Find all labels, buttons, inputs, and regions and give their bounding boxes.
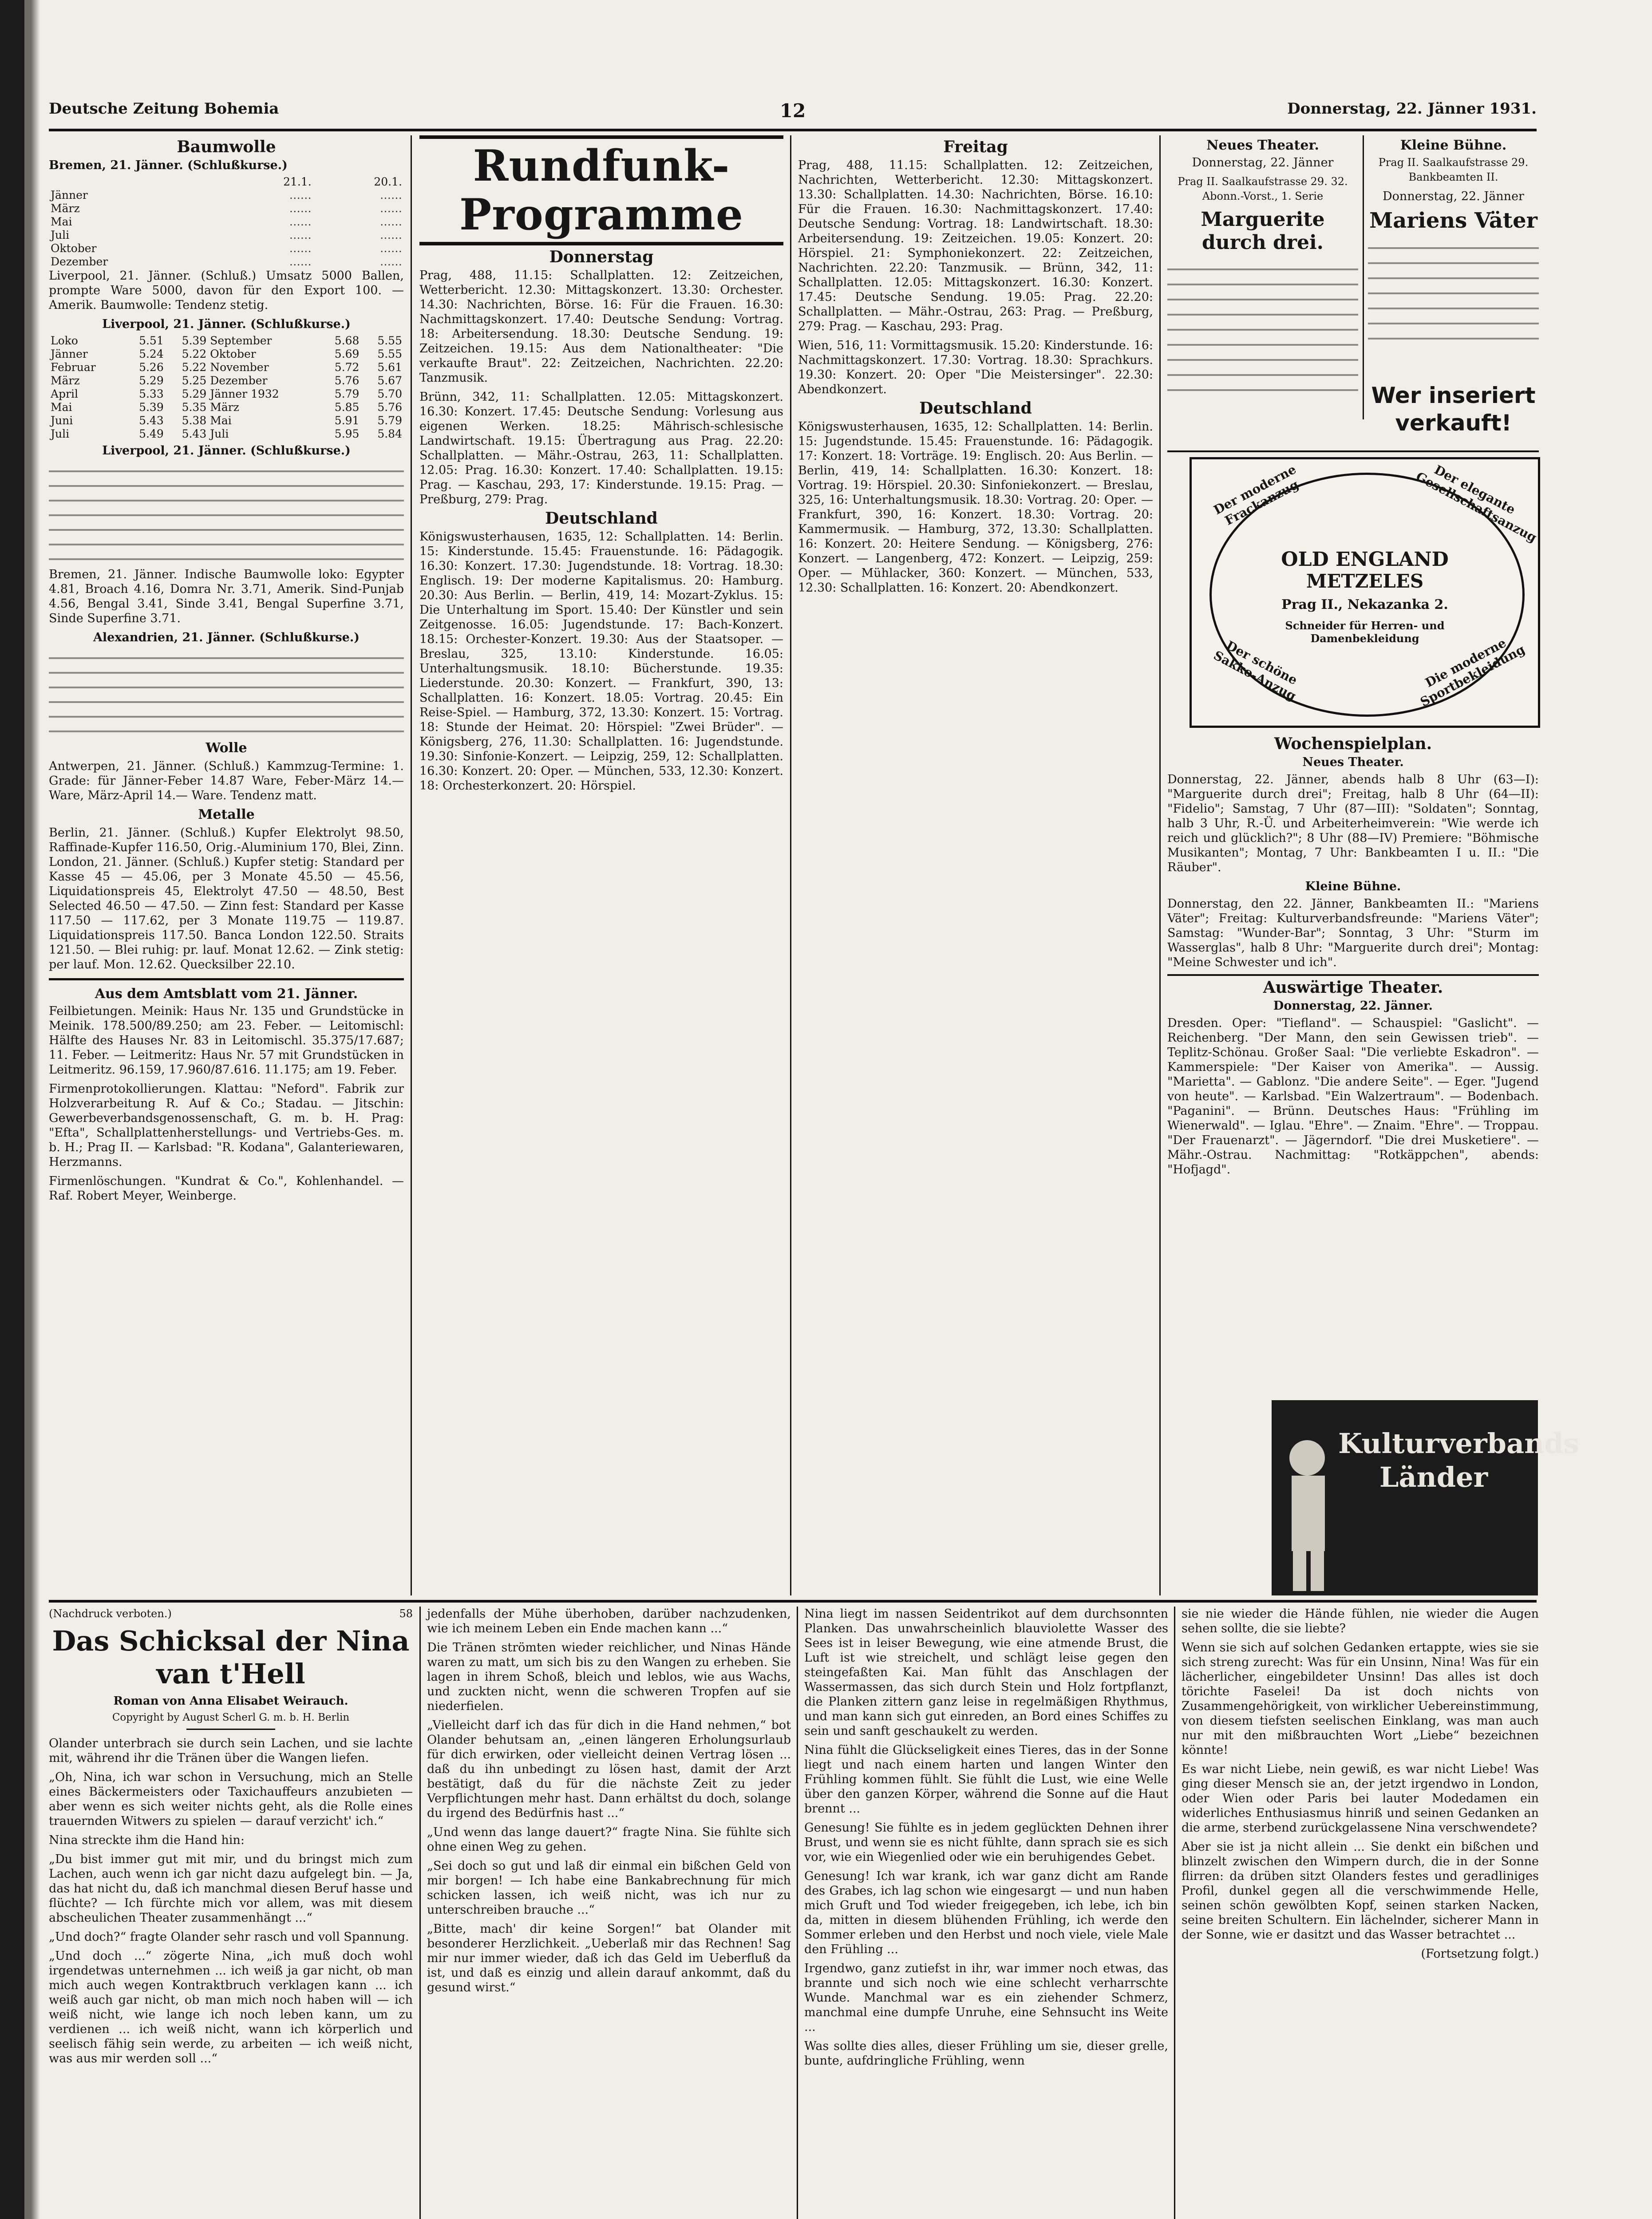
novel-paragraph: sie nie wieder die Hände fühlen, nie wieder die Augen sehen sollte, die sie liebte? (1182, 1607, 1539, 1635)
table-placeholder (49, 461, 404, 563)
novel-paragraph: Genesung! Ich war krank, ich war ganz dicht am Rande des Grabes, ich lag schon wie eingesargt — und nun haben mich Gruft und Tod wieder freigegeben, ich lebe, ich bin da, mitten in diesem blühenden Frühling, ich werde den Sommer erleben und den Herbst und noch viele, viele Male den Frühling ... (804, 1869, 1168, 1956)
cast-list (1167, 258, 1358, 404)
metals-report: Berlin, 21. Jänner. (Schluß.) Kupfer Elektrolyt 98.50, Raffinade-Kupfer 116.50, Orig.-Aluminium 170, Blei, Zinn. London, 21. Jänner. (Schluß.) Kupfer stetig: Standard per Kasse 45 — 45.06, per 3 Monate 45.50 — 45.56, Liquidationspreis 45, Elektrolyt 47.50 — 48.50, Best Selected 46.50 — 47.50. — Zinn fest: Standard per Kasse 117.50 — 117.62, per 3 Monate 119.75 — 119.87. Liquidationspreis 117.50. Banca London 122.50. Straits 121.50. — Blei ruhig: pr. lauf. Monat 12.62. — Zink stetig: per lauf. Mon. 12.62. Quecksilber 22.10. (49, 826, 404, 971)
radio-prag-thu: Prag, 488, 11.15: Schallplatten. 12: Zeitzeichen, Wetterbericht. 12.30: Mittagskonzert. 13.30: Orchester. 14.30: Nachrichten, Börse. 16: Für die Frauen. 16.30: Nachmittagskonzert. 17.40: Deutsche Sendung: Vortrag. 18: Arbeitersendung. 18.30: Deutsche Sendung. 19: Zeitzeichen. 19.15: Aus dem Nationaltheater: "Die verkaufte Braut". 22: Zeitzeichen, Nachrichten. 22.20: Tanzmusik. (419, 268, 783, 385)
novel-paragraph: Wenn sie sich auf solchen Gedanken ertappte, wies sie sie sich streng zurecht: Was für ein Unsinn, Nina! Was für ein lächerlicher, eingebildeter Unsinn! Das alles ist doch törichte Faselei! Da ist doch nichts von Zusammengehörigkeit, von wirklicher Uebereinstimmung, von diesem tiefsten seelischen Einklang, was man auch nur mit den mißbrauchten Wort „Liebe“ bezeichnen könnte! (1182, 1641, 1539, 1757)
issue-date: Donnerstag, 22. Jänner 1931. (1287, 100, 1537, 118)
wer-inseriert-ad: Wer inseriert verkauft! (1371, 383, 1536, 436)
masthead-name: Deutsche Zeitung Bohemia (49, 100, 279, 118)
radio-prag-fri: Prag, 488, 11.15: Schallplatten. 12: Zeitzeichen, Nachrichten, Wetterbericht. 12.30: Mittagskonzert. 13.30: Schallplatten. 14.30: Nachrichten, Börse. 16.10: Für die Frauen. 16.30: Nachmittagskonzert. 17.40: Deutsche Sendung: Vortrag. 18: Landwirtschaft. 18.30: Arbeitersendung. 19: Zeitzeichen. 19.05: Konzert. 20: Hörspiel. 21: Symphoniekonzert. 22: Zeitzeichen, Nachrichten. 22.20: Tanzmusik. — Brünn, 342, 11: Schallplatten. 12.05: Mittagskonzert. 16.30: Konzert. 17.45: Deutsche Sendung. 19.05: Prag. 22.20: Schallplatten. — Mähr.-Ostrau, 263: Prag. — Preßburg, 279: Prag. — Kaschau, 293: Prag. (798, 158, 1153, 333)
outside-text: Dresden. Oper: "Tiefland". — Schauspiel: "Gaslicht". — Reichenberg. "Der Mann, den sein Gewissen trieb". — Teplitz-Schönau. Großer Saal: "Die verliebte Eskadron". — Kammerspiele: "Der Kaiser von Amerika". — Aussig. "Marietta". — Gablonz. "Die andere Seite". — Eger. "Jugend von heute". — Karlsbad. "Ein Walzertraum". — Bodenbach. "Paganini". — Brünn. Deutsches Haus: "Frühling im Wienerwald". — Iglau. "Ehre". — Znaim. "Ehre". — Troppau. "Der Frauenarzt". — Jägerndorf. "Die drei Musketiere". — Mähr.-Ostrau. Nachmittag: "Rotkäppchen", abends: "Hofjagd". (1167, 1016, 1539, 1177)
novel-paragraph: „Du bist immer gut mit mir, und du bringst mich zum Lachen, auch wenn ich gar nicht dazu aufgelegt bin. — Ja, das hat nicht du, daß ich manchmal diesen Beruf hasse und flüchte? — Ich fürchte mich vor allem, was mit diesem abscheulichen Theater zusammenhängt ...“ (49, 1852, 413, 1925)
page-number: 12 (779, 100, 806, 122)
liverpool3-title: Liverpool, 21. Jänner. (Schlußkurse.) (102, 444, 351, 458)
kulturverband-text: Kulturverbands Länder (1338, 1427, 1579, 1493)
table-row: Jänner 5.24 5.22 Oktober 5.69 5.55 (51, 347, 402, 360)
theater-kleine (1368, 135, 1539, 419)
novel-paragraph: „Bitte, mach' dir keine Sorgen!“ bat Olander mit besonderer Herzlichkeit. „Ueberlaß mir das Rechnen! Sag mir nur immer wieder, daß ich das Geld im Ueberfluß da ist, und daß es einzig und allein darauf ankommt, daß du gesund wirst.“ (427, 1922, 791, 1994)
neues-sub: Prag II. Saalkaufstrasse 29. 32. Abonn.-Vorst., 1. Serie (1178, 175, 1348, 202)
gazette-heading: Aus dem Amtsblatt vom 21. Jänner. (95, 986, 358, 1002)
novel-paragraph: Irgendwo, ganz zutiefst in ihr, war immer noch etwas, das brannte und sich noch wie eine schlecht verharrschte Wunde. Manchmal war es ein ziehender Schmerz, manchmal eine dumpfe Unruhe, eine Sehnsucht ins Weite ... (804, 1962, 1168, 2034)
ad-tagline: Schneider für Herren- und Damenbekleidung (1285, 619, 1445, 645)
weekly-text2: Donnerstag, den 22. Jänner, Bankbeamten II.: "Mariens Väter"; Freitag: Kulturverbandsfreunde: "Mariens Väter"; Samstag: "Wunder-Bar"; Sonntag, 3 Uhr: "Sturm im Wasserglas", halb 8 Uhr: "Marguerite durch drei"; Montag: "Meine Schwester und ich". (1167, 897, 1539, 969)
old-england-ad: Der moderne Frackanzug Der elegante Gesellschaftsanzug OLD ENGLAND METZELES Prag II., Nekazanka 2. Schneider für Herren- und Damenbekleidung Der schöne Sakko-Anzug Die moderne Sportbekleidung (1190, 457, 1540, 728)
table-row: Juni 5.43 5.38 Mai 5.91 5.79 (51, 414, 402, 427)
novel-column-2 (427, 1607, 791, 2219)
radio-germany-fri-heading: Deutschland (919, 399, 1032, 418)
neues-date: Donnerstag, 22. Jänner (1192, 156, 1334, 170)
play-marguerite: Marguerite durch drei. (1201, 208, 1325, 254)
novel-paragraph: Aber sie ist ja nicht allein ... Sie denkt ein bißchen und blinzelt zwischen den Wimpern durch, die in der Sonne flirren: da drüben sitzt Olanders festes und geradliniges Profil, dunkel gegen all die verschwimmende Helle, seinen schön gewölbten Kopf, seinen starken Nacken, seine breiten Schultern. Ein lächelnder, sicherer Mann in der Sonne, wie er dasitzt und das Wasser betrachtet ... (1182, 1840, 1539, 1942)
radio-day2: Freitag (943, 138, 1008, 156)
novel-paragraph: Olander unterbrach sie durch sein Lachen, und sie lachte mit, während ihr die Tränen über die Wangen liefen. (49, 1737, 413, 1765)
ad-brand: OLD ENGLAND (1281, 548, 1449, 571)
outside-theaters-heading: Auswärtige Theater. (1263, 978, 1443, 997)
kulturverband-ad (1272, 1400, 1579, 1595)
outside-date: Donnerstag, 22. Jänner. (1273, 999, 1433, 1013)
table-row: März 5.29 5.25 Dezember 5.76 5.67 (51, 374, 402, 387)
table-row: Juli 5.49 5.43 Juli 5.95 5.84 (51, 427, 402, 440)
radio-wien-fri: Wien, 516, 11: Vormittagsmusik. 15.20: Kinderstunde. 16: Nachmittagskonzert. 17.30: Vortrag. 18.30: Sprachkurs. 19.30: Konzert. 20: Oper "Die Meistersinger". 22.30: Abendkonzert. (798, 339, 1153, 396)
radio-germany-thu-heading: Deutschland (545, 509, 658, 528)
novel-paragraph: Nina liegt im nassen Seidentrikot auf dem durchsonnten Planken. Das unwahrscheinlich blauviolette Wasser des Sees ist in leiser Bewegung, wie eine atmende Brust, die Luft ist wie streichelt, und schlägt leise gegen den steingefaßten Kai. Man fühlt das Anschlagen der Wassermassen, das sich durch Stein und Holz fortpflanzt, die Planken zittern ganz leise in regelmäßigen Rhythmus, und man kann sich gut einreden, an Bord eines Schiffes zu sein und sanft geschaukelt zu werden. (804, 1607, 1168, 1738)
novel-column-3 (804, 1607, 1168, 2219)
kleine-sub: Prag II. Saalkaufstrasse 29. Bankbeamten II. (1378, 156, 1529, 183)
section-rule (49, 1600, 1537, 1603)
novel-title: Das Schicksal der Nina van t'Hell (52, 1625, 410, 1690)
novel-paragraph: Was sollte dies alles, dieser Frühling um sie, dieser grelle, bunte, aufdringliche Frühling, wenn (804, 2039, 1168, 2068)
novel-paragraph: Die Tränen strömten wieder reichlicher, und Ninas Hände waren zu matt, um sich bis zu den Wangen zu erheben. Sie lagen in ihrem Schoß, bleich und leblos, wie aus Wachs, und zuckten nicht, wenn die schweren Tropfen auf sie niederfielen. (427, 1641, 791, 1713)
weekly-sub: Neues Theater. (1302, 755, 1404, 769)
liverpool-report: Liverpool, 21. Jänner. (Schluß.) Umsatz 5000 Ballen, prompte Ware 5000, davon für den Export 100. — Amerik. Baumwolle: Tendenz stetig. (49, 269, 404, 312)
novel-column-4 (1182, 1607, 1539, 2219)
table-row: Februar 5.26 5.22 November 5.72 5.61 (51, 361, 402, 374)
kleine-buehne-heading: Kleine Bühne. (1400, 138, 1507, 153)
radio-column-1 (419, 135, 783, 1595)
novel-paragraph: Genesung! Sie fühlte es in jedem geglückten Dehnen ihrer Brust, und wenn sie es nicht fühlte, dann sprach sie es sich vor, wie ein Wiegenlied oder wie ein beruhigendes Gebet. (804, 1821, 1168, 1864)
novel-column-1 (49, 1607, 413, 2219)
kleine-date: Donnerstag, 22. Jänner (1383, 190, 1524, 203)
liverpool-table (49, 334, 404, 441)
liverpool-title: Liverpool, 21. Jänner. (Schlußkurse.) (102, 317, 351, 331)
gazette-p1: Feilbietungen. Meinik: Haus Nr. 135 und Grundstücke in Meinik. 178.500/89.250; am 23. Feber. — Leitomischl: Hälfte des Hauses Nr. 83 in Leitomischl. 35.375/17.687; 11. Feber. — Leitmeritz: Haus Nr. 57 mit Grundstücken in Leitmeritz. 96.159, 17.960/87.616. 11.175; am 19. Feber. (49, 1004, 404, 1077)
alexandria-title: Alexandrien, 21. Jänner. (Schlußkurse.) (93, 631, 360, 644)
scan-edge (0, 0, 40, 2219)
to-be-continued: (Fortsetzung folgt.) (1421, 1947, 1539, 1961)
gazette-p2: Firmenprotokollierungen. Klattau: "Neford". Fabrik zur Holzverarbeitung R. Auf & Co.; Stadau. — Jitschin: Gewerbeverbandsgenossenschaft, G. m. b. H. Prag: "Efta", Schallplattenherstellungs- und Vertriebs-Ges. m. b. H.; Prag II. — Karlsbad: "R. Kodana", Galanteriewaren, Herzmanns. (49, 1082, 404, 1169)
indian-cotton: Bremen, 21. Jänner. Indische Baumwolle loko: Egypter 4.81, Broach 4.16, Domra Nr. 3.71, Amerik. Sind-Punjab 4.56, Bengal 3.41, Sinde 3.41, Bengal Superfine 3.71, Sinde Superfine 3.71. (49, 568, 404, 625)
radio-day1: Donnerstag (549, 248, 654, 266)
novel-paragraph: jedenfalls der Mühe überhoben, darüber nachzudenken, wie ich meinem Leben ein Ende machen kann ...“ (427, 1607, 791, 1635)
table-row: Mai 5.39 5.35 März 5.85 5.76 (51, 401, 402, 414)
weekly-sub2: Kleine Bühne. (1305, 880, 1401, 893)
novel-paragraph: „Und doch?“ fragte Olander sehr rasch und voll Spannung. (49, 1930, 409, 1944)
bremen-title: Bremen, 21. Jänner. (Schlußkurse.) (49, 158, 288, 172)
novel-copyright: Copyright by August Scherl G. m. b. H. Berlin (112, 1712, 350, 1723)
novel-paragraph: Es war nicht Liebe, nein gewiß, es war nicht Liebe! Was ging dieser Mensch sie an, der jetzt irgendwo in London, oder Wien oder Paris bei lauter Modedamen ein widerliches Enthusiasmus hinriß und seinen Gedanken an die arme, sterbend zurückgelassene Nina verschwendete? (1182, 1762, 1539, 1835)
novel-paragraph: Nina fühlt die Glückseligkeit eines Tieres, das in der Sonne liegt und nach einem harten und langen Winter den Frühling kommen fühlt. Sie fühlt die Lust, wie eine Welle über den ganzen Körper, während die Sonne auf die Haut brennt ... (804, 1743, 1168, 1816)
radio-germany-fri: Königswusterhausen, 1635, 12: Schallplatten. 14: Berlin. 15: Jugendstunde. 15.45: Frauenstunde. 16: Pädagogik. 17: Konzert. 18: Vorträge. 19: Englisch. 20: Aus Berlin. — Berlin, 419, 14: Schallplatten. 16.30: Konzert. 18: Vortrag. 19: Hörspiel. 20.30: Sinfoniekonzert. — Breslau, 325, 16: Unterhaltungsmusik. 18.30: Vortrag. 20: Oper. — Frankfurt, 390, 16: Konzert. 18.30: Vortrag. 20: Kammermusik. — Hamburg, 372, 13.30: Schallplatten. 16: Konzert. 20: Heitere Sendung. — Königsberg, 276: Konzert. — Langenberg, 472: Konzert. — Leipzig, 259: Oper. — Mühlacker, 360: Konzert. — München, 533, 12.30: Schallplatten. 16: Konzert. 20: Abendkonzert. (798, 420, 1153, 595)
novel-paragraph: „Vielleicht darf ich das für dich in die Hand nehmen,“ bot Olander behutsam an, „einen längeren Erholungsurlaub für dich erwirken, oder vielleicht deinen Vertrag lösen ... daß du ihn unbedingt zu lösen hast, damit der Arzt bestätigt, daß du für die nächste Zeit zu jeder Verpflichtungen mehr hast. Dann erhältst du doch, solange du irgend des Bedürfnis hast ...“ (427, 1718, 791, 1820)
play-mariens-vaeter: Mariens Väter (1369, 208, 1537, 233)
header-rule (49, 129, 1537, 131)
reprint-notice: (Nachdruck verboten.) (49, 1607, 172, 1620)
novel-paragraph: „Und wenn das lange dauert?“ fragte Nina. Sie fühlte sich ohne einen Weg zu gehen. (427, 1825, 791, 1854)
table-placeholder (49, 648, 404, 736)
radio-germany-thu: Königswusterhausen, 1635, 12: Schallplatten. 14: Berlin. 15: Kinderstunde. 15.45: Frauenstunde. 16: Pädagogik. 16.30: Konzert. 17.30: Jugendstunde. 18: Vortrag. 18.30: Englisch. 19: Der moderne Kapitalismus. 20: Hamburg. 20.30: Aus Berlin. — Berlin, 419, 14: Mozart-Zyklus. 15: Die Unterhaltung im Sport. 15.40: Der Künstler und sein Zeitgenosse. 16.05: Jugendstunde. 17: Bach-Konzert. 18.15: Orchester-Konzert. 19.30: Aus der Staatsoper. — Breslau, 325, 13.10: Kinderstunde. 16.05: Unterhaltungsmusik. 18.10: Bücherstunde. 19.35: Liederstunde. 20.30: Konzert. — Frankfurt, 390, 13: Schallplatten. 16: Konzert. 18.05: Vortrag. 20.45: Ein Reise-Spiel. — Hamburg, 372, 13.30: Konzert. 15: Vortrag. 18: Stunde der Heimat. 20: Hörspiel: "Zwei Brüder". — Königsberg, 276, 11.30: Schallplatten. 16: Jugendstunde. 19.30: Sinfonie-Konzert. — Leipzig, 259, 12: Schallplatten. 16.30: Konzert. 20: Oper. — München, 533, 12.30: Konzert. 18: Orchesterkonzert. 20: Hörspiel. (419, 530, 783, 793)
theater-neues (1167, 135, 1358, 419)
markets-column (49, 135, 404, 1600)
table-row: April 5.33 5.29 Jänner 1932 5.79 5.70 (51, 387, 402, 400)
novel-paragraph: „Oh, Nina, ich war schon in Versuchung, mich an Stelle eines Bäckermeisters oder Taxichauffeurs anzubieten — aber wenn es sich weiter nichts geht, als die Rolle eines trauernden Witwers zu spielen — darauf verzicht' ich.“ (49, 1770, 413, 1828)
ad-brand-2: METZELES (1306, 570, 1424, 592)
radio-others-thu: Brünn, 342, 11: Schallplatten. 12.05: Mittagskonzert. 16.30: Konzert. 17.45: Deutsche Sendung: Vorlesung aus eigenen Werken. 18.25: Mährisch-schlesische Landwirtschaft. 19.15: Übertragung aus Prag. 22.20: Schallplatten. — Mähr.-Ostrau, 263, 11: Schallplatten. 12.05: Prag. 16.30: Konzert. 17.40: Schallplatten. 19.15: Prag. — Kaschau, 293, 17: Kinderstunde. 19.15: Prag. — Preßburg, 279: Prag. (419, 390, 783, 506)
weekly-program (1167, 732, 1539, 1274)
gazette-p3: Firmenlöschungen. "Kundrat & Co.", Kohlenhandel. — Raf. Robert Meyer, Weinberge. (49, 1174, 404, 1203)
novel-paragraph: Nina streckte ihm die Hand hin: (49, 1833, 245, 1847)
weekly-heading: Wochenspielplan. (1274, 734, 1432, 753)
neues-theater-heading: Neues Theater. (1206, 138, 1319, 153)
table-row: Loko 5.51 5.39 September 5.68 5.55 (51, 334, 402, 347)
cotton-heading: Baumwolle (177, 138, 276, 156)
novel-paragraph: „Sei doch so gut und laß dir einmal ein bißchen Geld von mir borgen! — Ich habe eine Bankabrechnung für mich schicken lassen, ich weiß nicht, was ich nur zu unterschreiben brauche ...“ (427, 1859, 791, 1917)
installment-number: 58 (399, 1607, 413, 1620)
weekly-text: Donnerstag, 22. Jänner, abends halb 8 Uhr (63—I): "Marguerite durch drei"; Freitag, halb 8 Uhr (64—II): "Fidelio"; Samstag, 7 Uhr (87—III): "Soldaten"; Sonntag, halb 3 Uhr, R.-Ü. und Arbeiterheimverein: "Wie werde ich reich und glücklich?"; 8 Uhr (88—IV) Premiere: "Böhmische Musikanten"; Montag, 7 Uhr: Bankbeamten I u. II.: "Die Räuber". (1167, 773, 1539, 874)
novel-author: Roman von Anna Elisabet Weirauch. (113, 1694, 348, 1708)
metals-heading: Metalle (198, 807, 255, 822)
wool-heading: Wolle (206, 740, 247, 756)
ad-address: Prag II., Nekazanka 2. (1281, 597, 1448, 612)
cast-list (1368, 237, 1539, 347)
wool-report: Antwerpen, 21. Jänner. (Schluß.) Kammzug-Termine: 1. Grade: für Jänner-Feber 14.87 Ware, Feber-März 14.— Ware, März-April 14.— Ware. Tendenz matt. (49, 759, 404, 802)
radio-title: Rundfunk-Programme (419, 135, 783, 245)
bremen-table: 21.1. 20.1. Jänner …… …… März …… …… Mai …… …… Juli …… …… Oktober …… …… Dezember …… …… (51, 175, 402, 268)
page-header (49, 100, 1537, 131)
radio-column-2 (798, 135, 1153, 1595)
novel-paragraph: „Und doch ...“ zögerte Nina, „ich muß doch wohl irgendetwas unternehmen ... ich weiß ja gar nicht, ob man mich auch wegen Kontraktbruch verklagen kann ... ich weiß auch gar nicht, ob man mich noch haben will — ich weiß nicht, wie lange ich noch leben kann, um zu verdienen ... ich weiß nicht, wann ich körperlich und seelisch fähig sein werde, zu arbeiten — ich weiß nicht, was aus mir werden soll ...“ (49, 1949, 413, 2065)
